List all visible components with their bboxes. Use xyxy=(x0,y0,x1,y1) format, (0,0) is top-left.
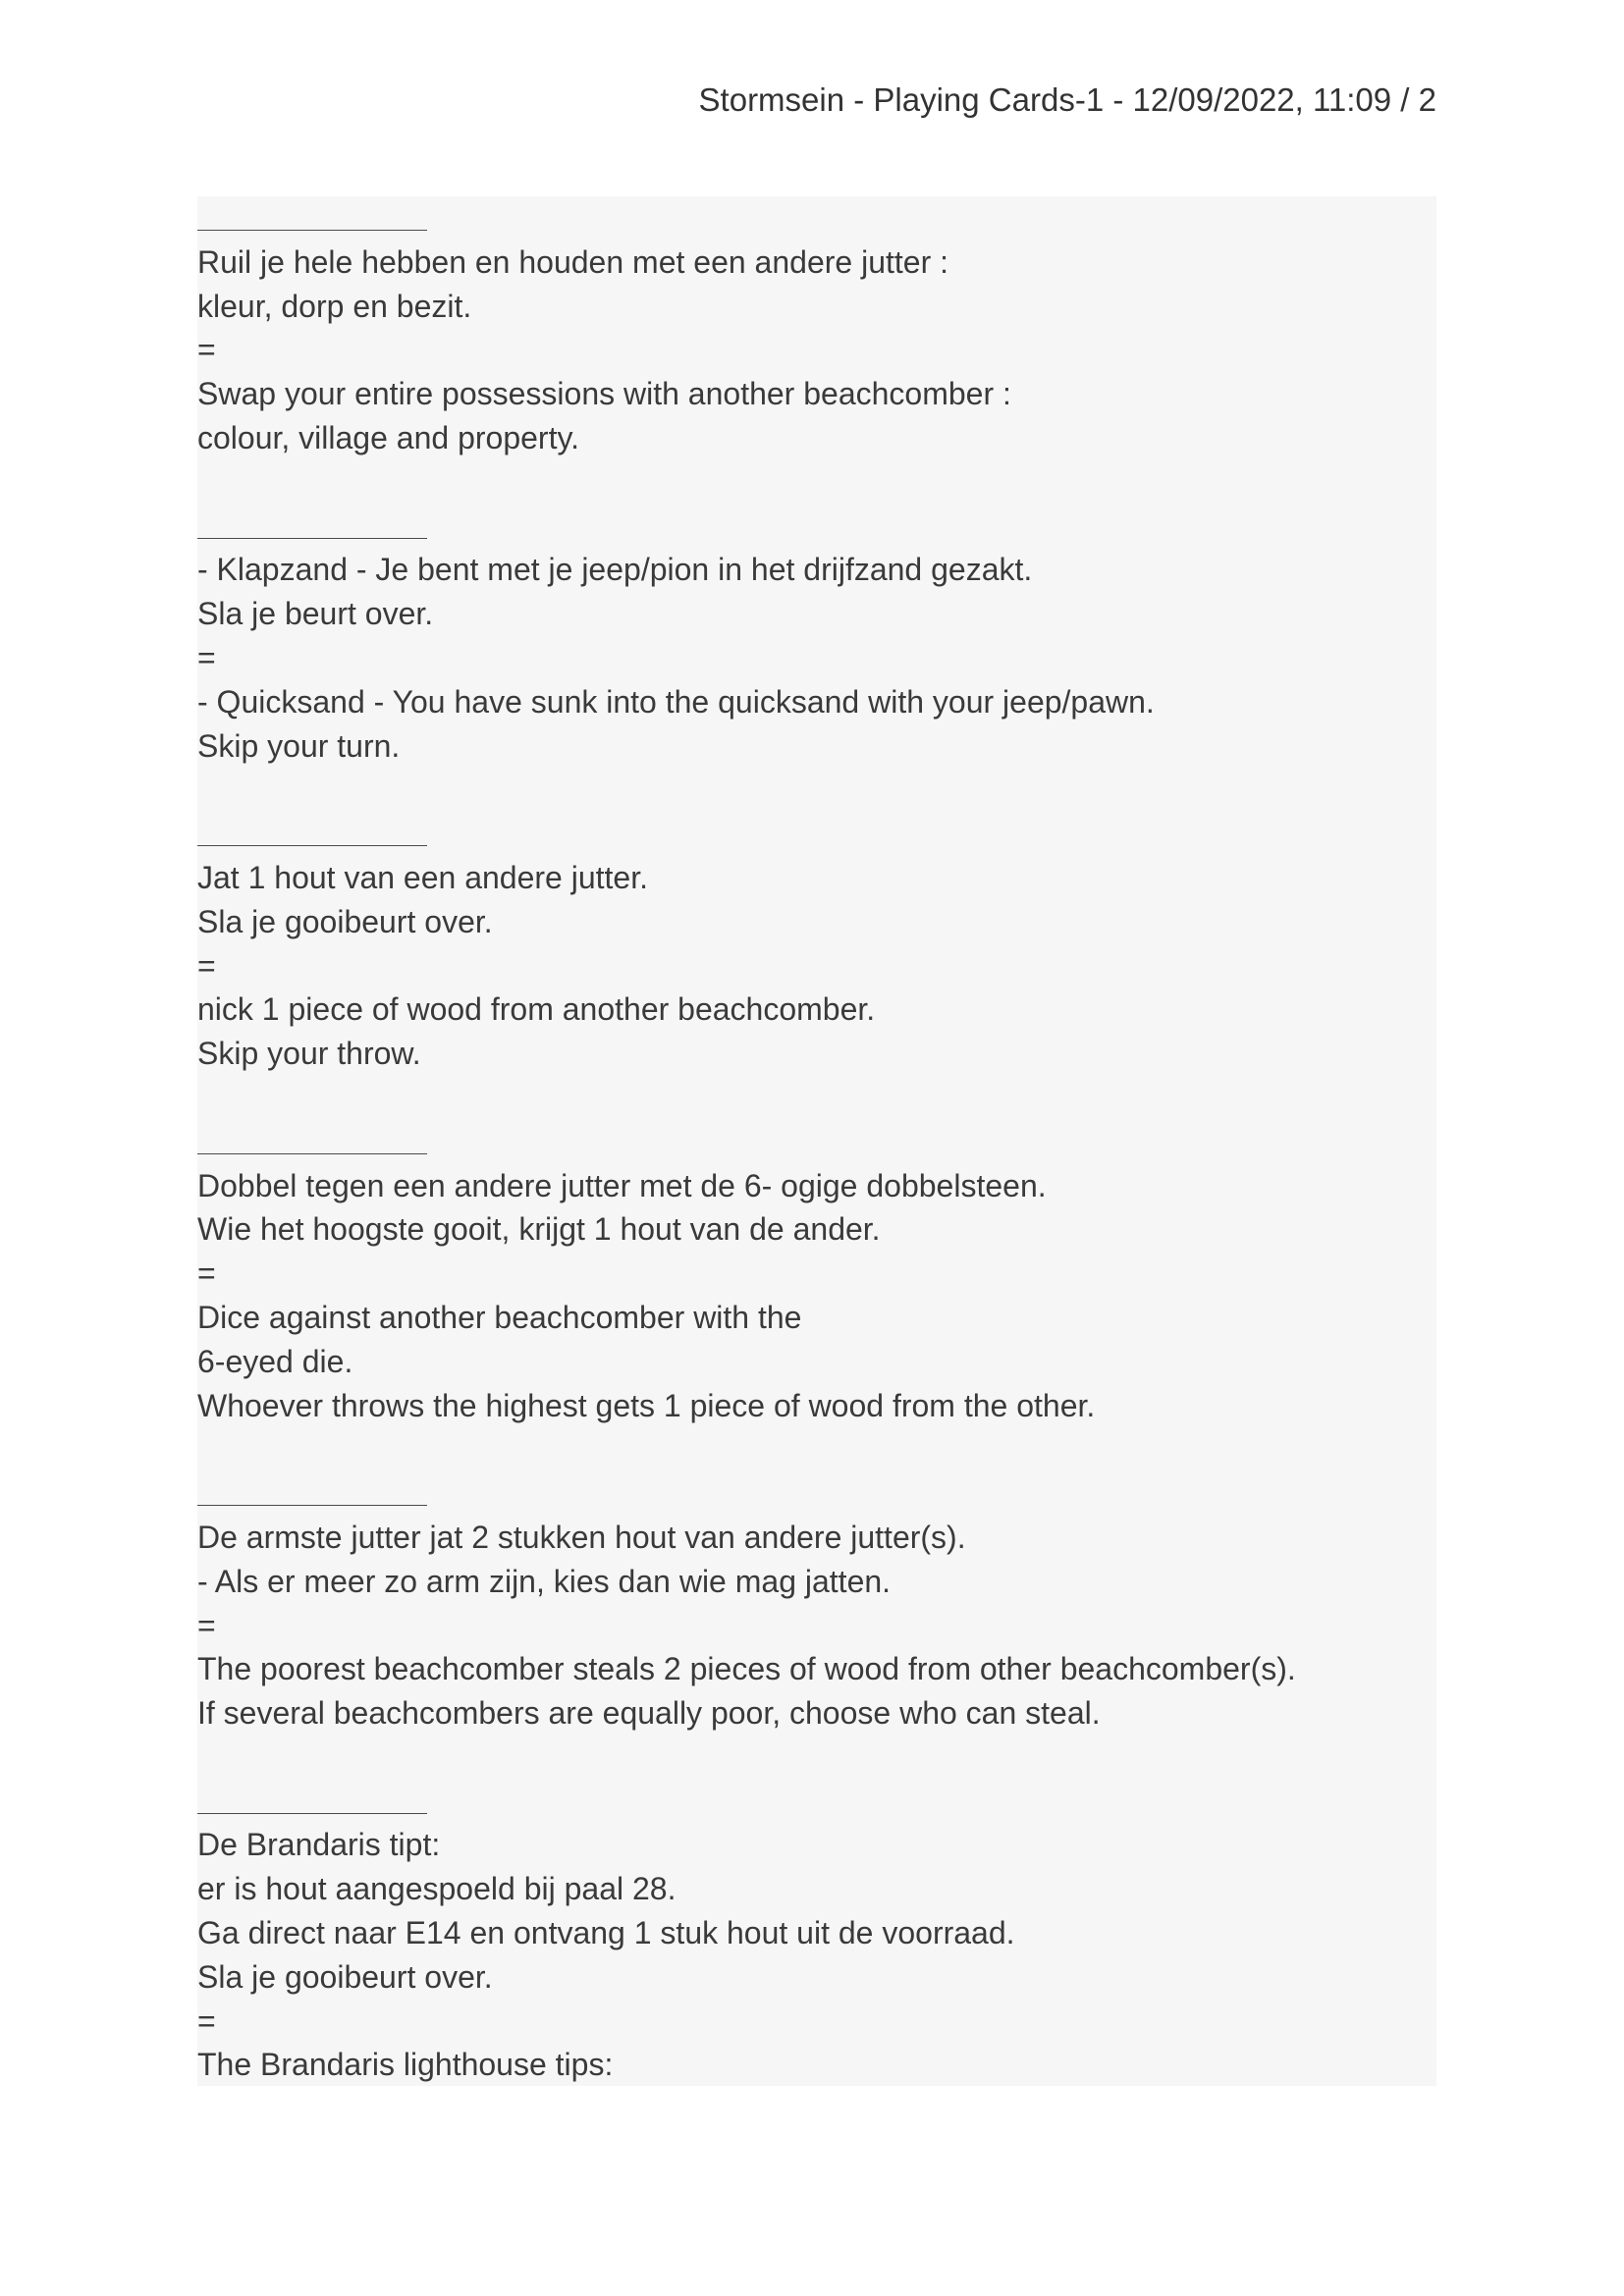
card-line: colour, village and property. xyxy=(197,419,579,455)
card-line: Sla je gooibeurt over. xyxy=(197,903,493,939)
card-separator xyxy=(197,1471,1436,1516)
blank-line xyxy=(197,768,1436,812)
card-line: Skip your turn. xyxy=(197,727,401,764)
card-text-body xyxy=(197,196,1436,2087)
blank-line xyxy=(197,1427,1436,1471)
card-line: Dobbel tegen een andere jutter met de 6- ogige dobbelsteen. xyxy=(197,1167,1047,1203)
card-line: Swap your entire possessions with another beachcomber : xyxy=(197,376,1011,412)
card-line: = xyxy=(197,1255,216,1292)
card-line: The poorest beachcomber steals 2 pieces of wood from other beachcomber(s). xyxy=(197,1651,1296,1687)
card-line: - Klapzand - Je bent met je jeep/pion in het drijfzand gezakt. xyxy=(197,552,1033,588)
page-header: Stormsein - Playing Cards-1 - 12/09/2022, 11:09 / 2 xyxy=(698,81,1436,118)
card-line: = xyxy=(197,1607,216,1643)
card-line: Sla je gooibeurt over. xyxy=(197,1958,493,1995)
card-line: Jat 1 hout van een andere jutter. xyxy=(197,859,648,895)
blank-line xyxy=(197,460,1436,505)
card-separator xyxy=(197,505,1436,549)
card-separator xyxy=(197,812,1436,856)
card-line: Wie het hoogste gooit, krijgt 1 hout van de ander. xyxy=(197,1211,881,1248)
card-line: De Brandaris tipt: xyxy=(197,1827,441,1863)
card-line: er is hout aangespoeld bij paal 28. xyxy=(197,1871,677,1907)
blank-line xyxy=(197,1735,1436,1780)
card-line: Skip your throw. xyxy=(197,1036,421,1072)
card-line: The Brandaris lighthouse tips: xyxy=(197,2047,614,2083)
card-line: = xyxy=(197,639,216,675)
card-line: kleur, dorp en bezit. xyxy=(197,288,472,324)
card-line: 6-eyed die. xyxy=(197,1343,353,1379)
card-line: Sla je beurt over. xyxy=(197,596,434,632)
card-line: Ga direct naar E14 en ontvang 1 stuk hout uit de voorraad. xyxy=(197,1915,1015,1951)
card-line: nick 1 piece of wood from another beachcomber. xyxy=(197,991,876,1028)
card-line: = xyxy=(197,332,216,368)
card-line: Ruil je hele hebben en houden met een andere jutter : xyxy=(197,243,948,280)
card-line: De armste jutter jat 2 stukken hout van andere jutter(s). xyxy=(197,1519,966,1555)
card-line: = xyxy=(197,947,216,984)
card-line: - Quicksand - You have sunk into the quicksand with your jeep/pawn. xyxy=(197,683,1155,720)
card-line: Dice against another beachcomber with the xyxy=(197,1299,802,1335)
card-line: - Als er meer zo arm zijn, kies dan wie mag jatten. xyxy=(197,1563,892,1599)
card-separator xyxy=(197,196,1436,240)
blank-line xyxy=(197,1076,1436,1120)
card-line: Whoever throws the highest gets 1 piece of wood from the other. xyxy=(197,1387,1096,1423)
card-separator xyxy=(197,1780,1436,1824)
card-separator xyxy=(197,1120,1436,1164)
card-line: = xyxy=(197,2002,216,2039)
card-line: If several beachcombers are equally poor, choose who can steal. xyxy=(197,1695,1101,1732)
